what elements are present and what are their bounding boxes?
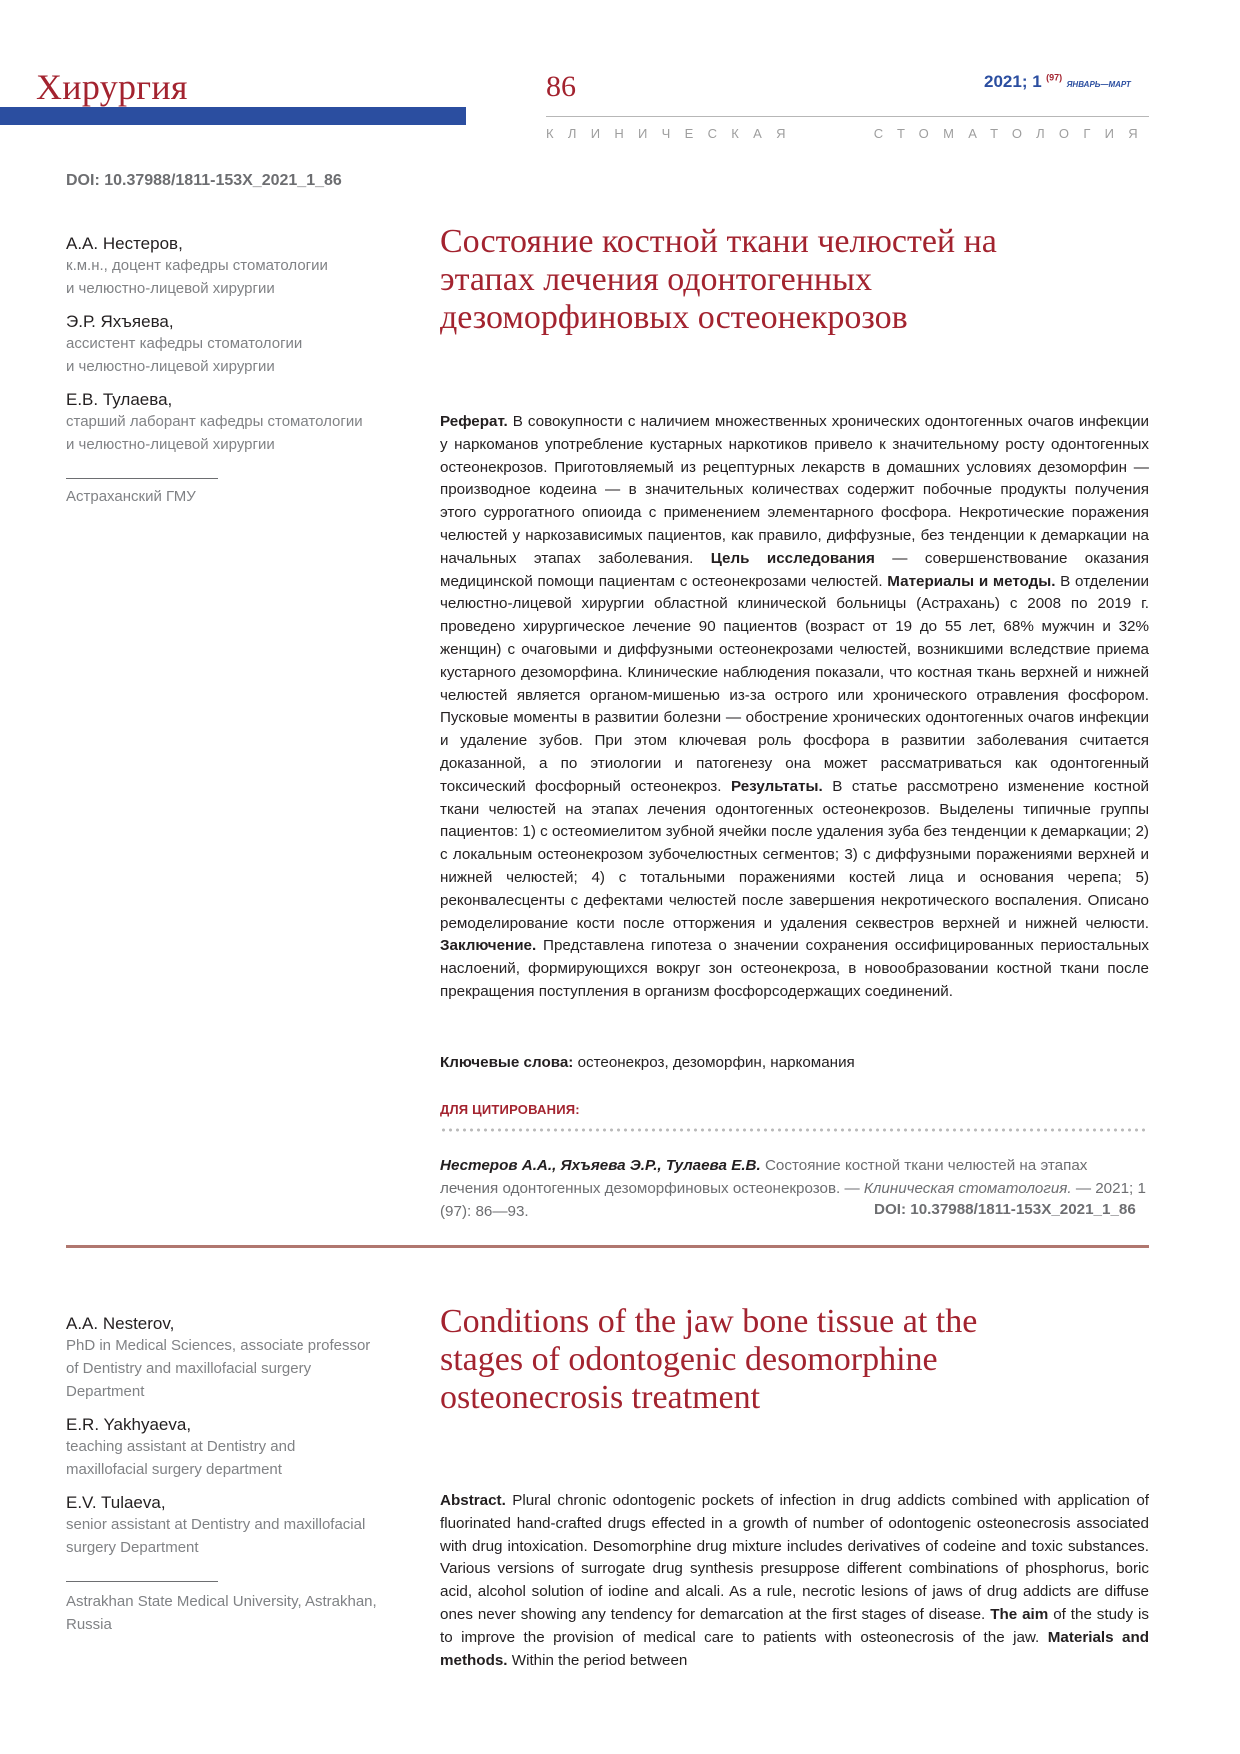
- author-block: [66, 1415, 426, 1481]
- abstract-text: of the study is to improve the provision of medical care to patients with osteonecrosis of the jaw.: [440, 1605, 1149, 1646]
- author-name: E.R. Yakhyaeva,: [66, 1415, 192, 1434]
- journal-name: [546, 126, 1152, 141]
- abstract-heading: Реферат.: [440, 413, 508, 430]
- author-affiliation: старший лаборант кафедры стоматологии: [66, 413, 363, 430]
- keywords: [440, 1054, 1149, 1071]
- citation-text: — 2021; 1 (97): 86—93.: [440, 1179, 1146, 1220]
- issue-months: ЯНВАРЬ—МАРТ: [1066, 80, 1131, 89]
- aim-heading: The aim: [990, 1605, 1049, 1623]
- conclusion-heading: Заключение.: [440, 937, 537, 955]
- author-name: E.V. Tulaeva,: [66, 1493, 166, 1512]
- citation-journal: Клиническая стоматология.: [863, 1179, 1072, 1197]
- abstract-heading: Abstract.: [440, 1492, 506, 1509]
- author-affiliation: к.м.н., доцент кафедры стоматологии: [66, 257, 328, 274]
- author-affiliation: maxillofacial surgery department: [66, 1461, 282, 1478]
- author-affiliation: Department: [66, 1383, 145, 1400]
- author-affiliation: и челюстно-лицевой хирургии: [66, 280, 275, 297]
- section-title: Хирургия: [36, 67, 188, 107]
- author-name: А.А. Нестеров,: [66, 234, 183, 253]
- author-affiliation: senior assistant at Dentistry and maxillofacial: [66, 1516, 366, 1533]
- author-affiliation: и челюстно-лицевой хирургии: [66, 436, 275, 453]
- doi: DOI: 10.37988/1811-153X_2021_1_86: [66, 172, 342, 189]
- methods-heading: Материалы и методы.: [887, 572, 1056, 590]
- journal-word-1: КЛИНИЧЕСКАЯ: [546, 126, 800, 141]
- article-title-en: Conditions of the jaw bone tissue at the stages of odontogenic desomorphine osteonecrosis treatment: [440, 1303, 978, 1416]
- abstract-en: [440, 1490, 1149, 1672]
- authors-ru: [66, 234, 406, 508]
- abstract-text: Within the period between: [507, 1651, 688, 1669]
- author-affiliation: of Dentistry and maxillofacial surgery: [66, 1360, 312, 1377]
- page-number: 86: [546, 70, 576, 103]
- issue-info: [984, 72, 1131, 92]
- author-affiliation: surgery Department: [66, 1539, 199, 1556]
- authors-en: [66, 1314, 426, 1636]
- language-divider: [66, 1245, 1149, 1248]
- author-name: A.A. Nesterov,: [66, 1314, 175, 1333]
- abstract-text: В отделении челюстно-лицевой хирургии областной клинической больницы (Астрахань) с 2008 по 2019 г. проведено хирургическое лечение 90 пациентов (возраст от 19 до 55 лет, 68% мужчин и 32% женщин) с очаговыми и диффузными остеонекрозами челюстей, возникшими вследствие приема кустарного дезоморфина. Клинические наблюдения показали, что костная ткань верхней и нижней челюстей является органом-мишенью из-за острого или хронического отравления фосфором. Пусковые моменты в развитии болезни — обострение хронических одонтогенных очагов инфекции и удаление зубов. При этом ключевая роль фосфора в развитии заболевания считается доказанной, а по этиологии и патогенезу она может рассматриваться как одонтогенный токсический фосфорный остеонекроз.: [440, 572, 1150, 795]
- author-block: [66, 390, 406, 456]
- journal-word-2: СТОМАТОЛОГИЯ: [873, 126, 1152, 141]
- author-name: Э.Р. Яхъяева,: [66, 312, 174, 331]
- citation-doi: DOI: 10.37988/1811-153X_2021_1_86: [874, 1201, 1136, 1218]
- section-color-bar: [0, 107, 466, 125]
- citation-label: ДЛЯ ЦИТИРОВАНИЯ:: [440, 1102, 580, 1117]
- keywords-text: остеонекроз, дезоморфин, наркомания: [573, 1054, 855, 1071]
- issue-number: (97): [1046, 72, 1063, 83]
- author-block: [66, 1314, 426, 1403]
- citation-text: Состояние костной ткани челюстей на этапах лечения одонтогенных дезоморфиновых остеонекрозов. —: [440, 1157, 1088, 1197]
- author-block: [66, 1493, 426, 1559]
- dotted-rule: [440, 1128, 1149, 1132]
- author-affiliation: ассистент кафедры стоматологии: [66, 335, 303, 352]
- abstract-text: В совокупности с наличием множественных хронических одонтогенных очагов инфекции у наркоманов употребление кустарных наркотиков привело к значительному росту одонтогенных остеонекрозов. Приготовляемый из рецептурных лекарств в домашних условиях дезоморфин — производное кодеина — в значительных количествах содержит побочные продукты получения этого суррогатного опиоида с применением элементарного фосфора. Некротические поражения челюстей у наркозависимых пациентов, как правило, диффузные, без тенденции к демаркации на начальных этапах заболевания.: [440, 413, 1149, 567]
- citation-authors: Нестеров А.А., Яхъяева Э.Р., Тулаева Е.В.: [440, 1157, 761, 1174]
- methods-heading: Materials and methods.: [440, 1628, 1149, 1669]
- header-rule: [546, 116, 1149, 117]
- author-name: Е.В. Тулаева,: [66, 390, 173, 409]
- institution: Russia: [66, 1616, 112, 1633]
- abstract-ru: [440, 411, 1149, 1004]
- affiliation-rule: [66, 1581, 218, 1582]
- abstract-text: — совершенствование оказания медицинской помощи пациентам с остеонекрозами челюстей.: [440, 549, 1149, 590]
- author-affiliation: PhD in Medical Sciences, associate professor: [66, 1337, 371, 1354]
- institution: Astrakhan State Medical University, Astrakhan,: [66, 1593, 377, 1610]
- article-title-ru: Состояние костной ткани челюстей на этапах лечения одонтогенных дезоморфиновых остеонекрозов: [440, 223, 997, 336]
- abstract-text: Представлена гипотеза о значении сохранения оссифицированных периостальных наслоений, формирующихся вокруг зон остеонекроза, в новообразовании костной ткани после прекращения поступления в организм фосфорсодержащих соединений.: [440, 937, 1149, 1000]
- author-block: [66, 312, 406, 378]
- results-heading: Результаты.: [730, 777, 823, 795]
- abstract-text: Plural chronic odontogenic pockets of infection in drug addicts combined with application of fluorinated hand-crafted drugs effected in a growth of number of odontogenic osteonecrosis associated with drug intoxication. Desomorphine drug mixture includes derivatives of codeine and toxic substances. Various versions of surrogate drug synthesis presuppose different combinations of phosphorus, boric acid, alcohol solution of iodine and alcali. As a rule, necrotic lesions of jaws of drug addicts are diffuse ones never showing any tendency for demarcation at the first stages of disease.: [440, 1492, 1149, 1623]
- author-affiliation: teaching assistant at Dentistry and: [66, 1438, 296, 1455]
- keywords-label: Ключевые слова:: [440, 1054, 574, 1071]
- affiliation-rule: [66, 478, 218, 479]
- author-block: [66, 234, 406, 300]
- institution: Астраханский ГМУ: [66, 488, 196, 505]
- abstract-text: В статье рассмотрено изменение костной ткани челюстей на этапах лечения одонтогенных остеонекрозов. Выделены типичные группы пациентов: 1) с остеомиелитом зубной ячейки после удаления зуба без тенденции к демаркации; 2) с локальным остеонекрозом зубочелюстных сегментов; 3) с диффузными поражениями верхней и нижней челюстей; 4) с тотальными поражениями костей лица и основания черепа; 5) реконвалесценты с дефектами челюстей после завершения некротического воспаления. Описано ремоделирование кости после отторжения и удаления секвестров верхней и нижней челюсти.: [440, 777, 1150, 932]
- aim-heading: Цель исследования: [710, 549, 875, 567]
- author-affiliation: и челюстно-лицевой хирургии: [66, 358, 275, 375]
- issue-year: 2021; 1: [984, 72, 1042, 91]
